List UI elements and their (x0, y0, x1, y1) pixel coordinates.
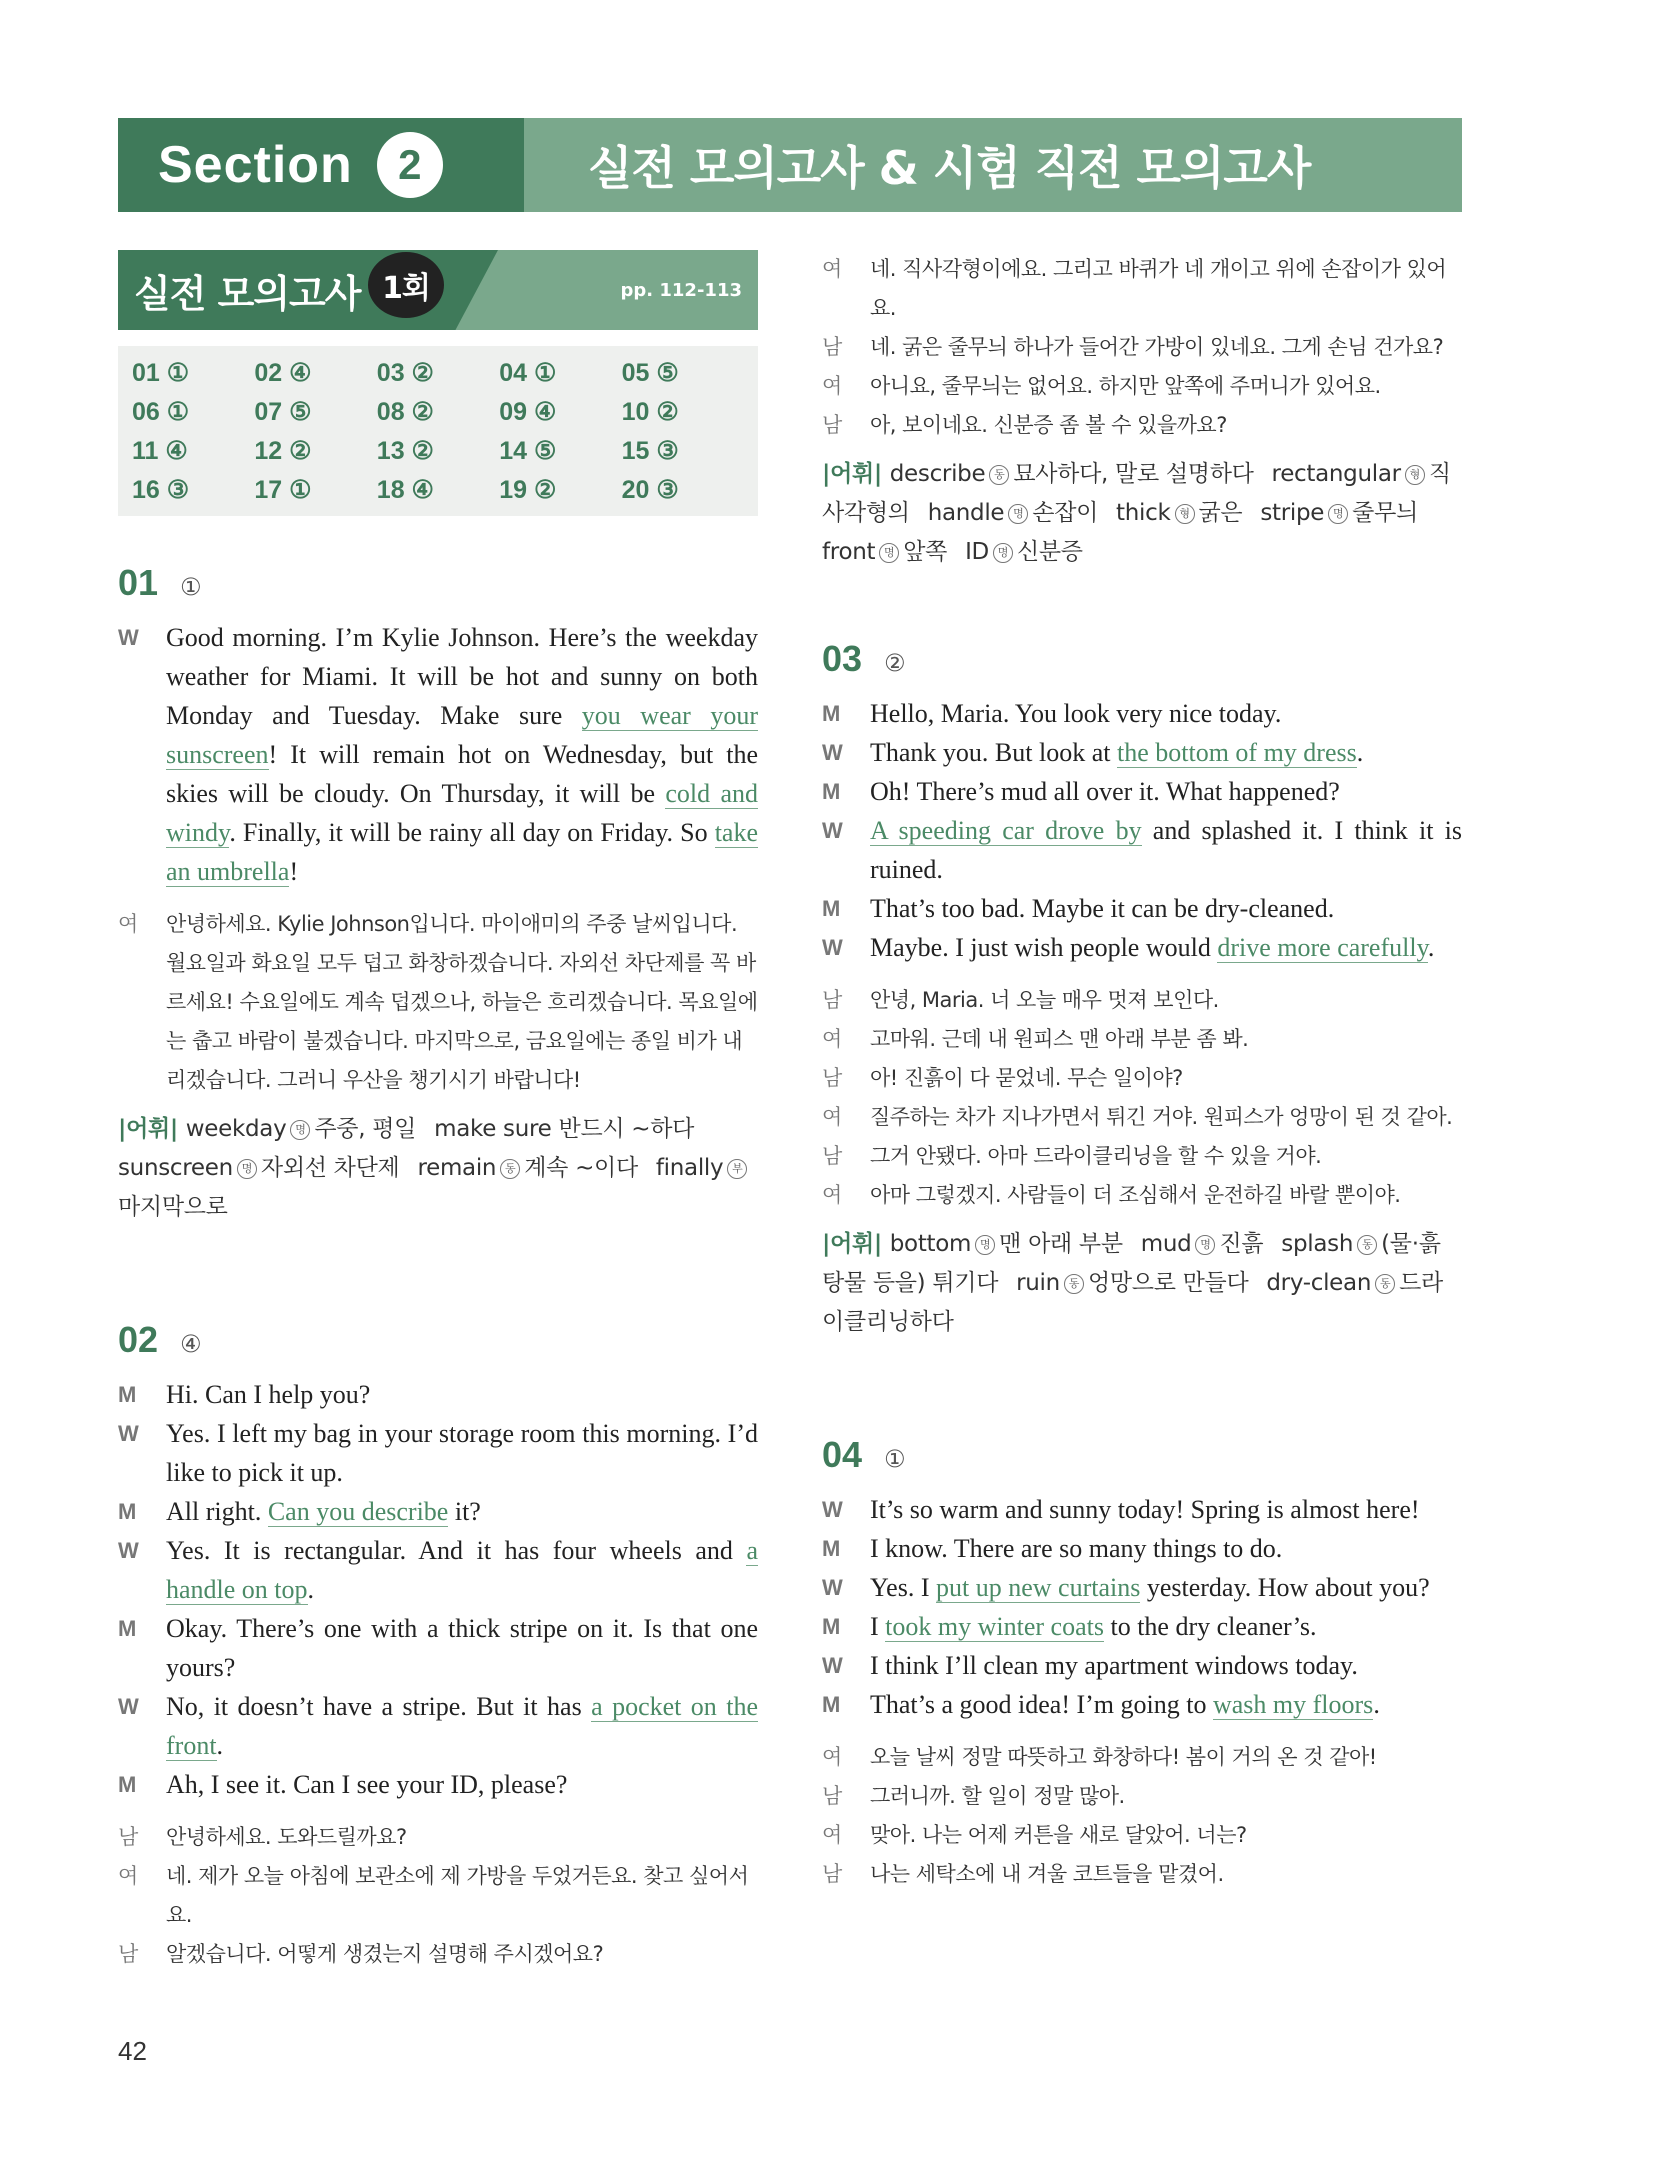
part-of-speech-badge: 부 (727, 1159, 747, 1179)
part-of-speech-badge: 동 (1357, 1235, 1377, 1255)
dialogue-text (870, 1646, 1462, 1685)
dialogue-text (870, 772, 1462, 811)
question-header (118, 1319, 758, 1361)
key-phrase: took my winter coats (885, 1612, 1104, 1641)
key-phrase: Can you describe (267, 1497, 449, 1526)
question-number: 03 (822, 638, 863, 679)
speaker-label: W (118, 1694, 139, 1719)
text-segment: That’s a good idea! I’m going to (870, 1690, 1213, 1719)
translation-line (822, 1855, 1462, 1894)
dialogue-line (822, 772, 1462, 811)
key-phrase: A speeding car drove by (870, 816, 1142, 845)
part-of-speech-badge: 명 (237, 1159, 257, 1179)
vocab-word: handle (927, 500, 1005, 526)
speaker-label: 남 (822, 335, 842, 359)
speaker-label: 여 (822, 1183, 842, 1207)
translation-line (822, 1777, 1462, 1816)
dialogue-line (822, 1607, 1462, 1646)
answer-cell: 18 ④ (376, 476, 434, 504)
translation-text: 알겠습니다. 어떻게 생겼는지 설명해 주시겠어요? (166, 1942, 604, 1966)
speaker-label: W (822, 935, 843, 960)
test-title-bar (118, 250, 758, 330)
speaker-label: 남 (822, 1144, 842, 1168)
vocab-meaning: 마지막으로 (118, 1194, 228, 1220)
translation-line (822, 1816, 1462, 1855)
vocab-meaning: 앞쪽 (903, 539, 948, 565)
speaker-label: W (822, 1653, 843, 1678)
dialogue-line (822, 1685, 1462, 1724)
translation-block (118, 1818, 758, 1974)
dialogue-line (822, 1529, 1462, 1568)
translation-text: 안녕, Maria. 너 오늘 매우 멋져 보인다. (870, 988, 1219, 1012)
translation-text: 네. 직사각형이에요. 그리고 바퀴가 네 개이고 위에 손잡이가 있어요. (870, 257, 1447, 320)
vocab-meaning: 직사각형의 (822, 461, 1451, 526)
answer-cell: 05 ⑤ (621, 359, 679, 387)
key-phrase: a pocket on the front (166, 1692, 758, 1760)
dialogue-line (822, 1490, 1462, 1529)
text-segment: Oh! There’s mud all over it. What happened? (870, 777, 1340, 806)
speaker-label: W (118, 1421, 139, 1446)
dialogue-text (166, 1687, 758, 1765)
answer-cell: 09 ④ (499, 398, 557, 426)
translation-line (118, 1818, 758, 1857)
answer-cell: 06 ① (132, 398, 190, 426)
vocab-item (1016, 1270, 1248, 1296)
translation-line (822, 1098, 1462, 1137)
vocab-word: weekday (185, 1116, 287, 1142)
translation-text: 네. 제가 오늘 아침에 보관소에 제 가방을 두었거든요. 찾고 싶어서요. (166, 1864, 749, 1927)
speaker-label: 여 (822, 374, 842, 398)
speaker-label: M (822, 779, 841, 804)
dialogue-line (822, 928, 1462, 967)
translation-text: 그거 안됐다. 아마 드라이클리닝을 할 수 있을 거야. (870, 1144, 1322, 1168)
vocab-meaning: 손잡이 (1032, 500, 1099, 526)
answer-cell: 12 ② (254, 437, 312, 465)
answer-cell: 10 ② (621, 398, 679, 426)
text-segment: Ah, I see it. Can I see your ID, please? (166, 1770, 568, 1799)
dialogue-line (118, 1531, 758, 1609)
text-segment: ! (289, 857, 299, 886)
text-segment: . Finally, it will be rainy all day on Friday. So (229, 818, 715, 847)
test-title: 실전 모의고사 (134, 271, 361, 316)
question-answer: ④ (180, 1330, 202, 1358)
speaker-label: M (822, 1692, 841, 1717)
translation-text: 맞아. 나는 어제 커튼을 새로 달았어. 너는? (870, 1823, 1247, 1847)
left-column (118, 250, 758, 1974)
dialogue-line (118, 1375, 758, 1414)
speaker-label: M (118, 1499, 137, 1524)
text-segment: Thank you. But look at (870, 738, 1117, 767)
vocabulary-block (118, 1110, 758, 1227)
speaker-label: 남 (118, 1942, 138, 1966)
speaker-label: W (118, 625, 139, 650)
translation-line (822, 981, 1462, 1020)
dialogue-text (870, 1607, 1462, 1646)
text-segment: and splashed it. I think it is ruined. (870, 816, 1463, 884)
translation-line (118, 905, 758, 1100)
key-phrase: drive more carefully (1217, 933, 1428, 962)
answer-cell: 07 ⑤ (254, 398, 312, 426)
round-badge: 1회 (368, 252, 444, 318)
answer-cell: 11 ④ (132, 437, 188, 465)
answer-cell: 03 ② (376, 359, 434, 387)
part-of-speech-badge: 명 (993, 543, 1013, 563)
question-answer: ① (180, 573, 202, 601)
text-segment: yesterday. How about you? (1140, 1573, 1430, 1602)
question-header (822, 1434, 1462, 1476)
dialogue-line (118, 1414, 758, 1492)
translation-line (822, 1059, 1462, 1098)
vocab-meaning: 드라이클리닝하다 (822, 1270, 1443, 1335)
dialogue-line (118, 1765, 758, 1804)
answer-cell: 01 ① (132, 359, 190, 387)
dialogue-line (118, 618, 758, 891)
vocab-item (1141, 1231, 1264, 1257)
dialogue-text (870, 1685, 1462, 1724)
vocab-word: rectangular (1271, 461, 1401, 487)
answer-cell: 13 ② (376, 437, 434, 465)
dialogue-text (870, 889, 1462, 928)
dialogue-text (166, 1609, 758, 1687)
dialogue-line (118, 1492, 758, 1531)
part-of-speech-badge: 동 (1375, 1274, 1395, 1294)
part-of-speech-badge: 명 (975, 1235, 995, 1255)
answer-cell: 15 ③ (621, 437, 679, 465)
vocab-meaning: 진흙 (1219, 1231, 1264, 1257)
vocab-meaning: 신분증 (1016, 539, 1083, 565)
answer-key-table (118, 346, 758, 516)
speaker-label: M (822, 1536, 841, 1561)
part-of-speech-badge: 명 (1008, 504, 1028, 524)
question-number: 04 (822, 1434, 863, 1475)
vocab-item (118, 1155, 399, 1181)
vocab-meaning: 반드시 ~하다 (558, 1116, 695, 1142)
translation-line (822, 406, 1462, 445)
key-phrase: you wear your sunscreen (166, 701, 758, 769)
speaker-label: 여 (822, 257, 842, 281)
translation-line (822, 328, 1462, 367)
dialogue-text (870, 694, 1462, 733)
vocab-word: front (822, 539, 876, 565)
text-segment: Hi. Can I help you? (166, 1380, 371, 1409)
text-segment: Hello, Maria. You look very nice today. (870, 699, 1282, 728)
speaker-label: 여 (822, 1745, 842, 1769)
vocab-word: finally (655, 1155, 724, 1181)
question-01 (118, 562, 758, 1227)
question-number: 02 (118, 1319, 159, 1360)
right-column (822, 250, 1462, 1894)
vocabulary-label: |어휘| (118, 1116, 186, 1142)
translation-text: 안녕하세요. Kylie Johnson입니다. 마이애미의 주중 날씨입니다. 월요일과 화요일 모두 덥고 화창하겠습니다. 자외선 차단제를 꼭 바르세요! 수요일에도 계속 덥겠으나, 하늘은 흐리겠습니다. 목요일에는 춥고 바람이 불겠습니다. 마지막으로, 금요일에는 종일 비가 내리겠습니다. 그러니 우산을 챙기시기 바랍니다! (166, 912, 758, 1092)
text-segment: Maybe. I just wish people would (870, 933, 1218, 962)
translation-text: 그러니까. 할 일이 정말 많아. (870, 1784, 1125, 1808)
translation-block (822, 981, 1462, 1215)
vocab-word: make sure (434, 1116, 552, 1142)
dialogue-text (870, 1568, 1462, 1607)
answer-cell: 16 ③ (132, 476, 190, 504)
vocab-word: sunscreen (118, 1155, 233, 1181)
translation-text: 네. 굵은 줄무늬 하나가 들어간 가방이 있네요. 그게 손님 건가요? (870, 335, 1444, 359)
dialogue-line (822, 694, 1462, 733)
vocabulary-block (822, 1225, 1462, 1342)
vocab-meaning: 묘사하다, 말로 설명하다 (1013, 461, 1254, 487)
text-segment: All right. (166, 1497, 268, 1526)
speaker-label: M (822, 1614, 841, 1639)
dialogue-text (870, 1490, 1462, 1529)
translation-line (822, 1738, 1462, 1777)
vocab-meaning: 굵은 (1198, 500, 1243, 526)
speaker-label: W (822, 818, 843, 843)
translation-block (822, 1738, 1462, 1894)
speaker-label: M (118, 1382, 137, 1407)
part-of-speech-badge: 동 (500, 1159, 520, 1179)
key-phrase: a handle on top (166, 1536, 758, 1604)
translation-line (822, 250, 1462, 328)
speaker-label: 여 (118, 1864, 138, 1888)
vocab-meaning: 줄무늬 (1352, 500, 1418, 526)
answer-cell: 19 ② (499, 476, 557, 504)
vocab-item (890, 1231, 1123, 1257)
vocab-word: splash (1281, 1231, 1354, 1257)
dialogue-text (166, 1375, 758, 1414)
translation-line (822, 1176, 1462, 1215)
speaker-label: 여 (822, 1823, 842, 1847)
vocab-item (434, 1116, 694, 1142)
speaker-label: W (822, 740, 843, 765)
translation-block (118, 905, 758, 1100)
dialogue-text (166, 1531, 758, 1609)
dialogue-line (822, 1568, 1462, 1607)
text-segment: Good morning. I’m Kylie Johnson. Here’s the weekday weather for Miami. It will be hot and sunny on both Monday and Tuesday. Make sure (166, 623, 758, 730)
question-header (118, 562, 758, 604)
translation-line (118, 1935, 758, 1974)
part-of-speech-badge: 동 (1064, 1274, 1084, 1294)
page-number: 42 (118, 2036, 147, 2066)
question-answer: ② (884, 649, 906, 677)
translation-text: 고마워. 근데 내 원피스 맨 아래 부분 좀 봐. (870, 1027, 1249, 1051)
text-segment: it? (448, 1497, 481, 1526)
dialogue-text (870, 1529, 1462, 1568)
text-segment: . (307, 1575, 315, 1604)
translation-line (118, 1857, 758, 1935)
text-segment: . (1427, 933, 1435, 962)
answer-cell: 04 ① (499, 359, 557, 387)
dialogue-text (870, 928, 1462, 967)
vocab-item (1116, 500, 1242, 526)
speaker-label: W (118, 1538, 139, 1563)
question-03 (822, 638, 1462, 1342)
text-segment: . (1356, 738, 1364, 767)
dialogue-line (822, 889, 1462, 928)
vocab-item (417, 1155, 637, 1181)
dialogue-text (870, 733, 1462, 772)
vocab-word: remain (417, 1155, 497, 1181)
translation-text: 아, 보이네요. 신분증 좀 볼 수 있을까요? (870, 413, 1227, 437)
section-number-badge: 2 (377, 132, 443, 198)
dialogue-line (118, 1609, 758, 1687)
vocab-word: mud (1140, 1231, 1192, 1257)
text-segment: That’s too bad. Maybe it can be dry-cleaned. (870, 894, 1335, 923)
part-of-speech-badge: 명 (1195, 1235, 1215, 1255)
answer-cell: 02 ④ (254, 359, 312, 387)
text-segment: . (1373, 1690, 1380, 1719)
text-segment: Yes. I (870, 1573, 936, 1602)
speaker-label: 남 (118, 1825, 138, 1849)
answer-cell: 08 ② (376, 398, 434, 426)
speaker-label: M (822, 701, 841, 726)
translation-text: 오늘 날씨 정말 따뜻하고 화창하다! 봄이 거의 온 것 같아! (870, 1745, 1377, 1769)
question-02 (118, 1319, 758, 1974)
vocab-word: stripe (1260, 500, 1325, 526)
dialogue-text (166, 618, 758, 891)
vocab-item (186, 1116, 416, 1142)
dialogue-line (118, 1687, 758, 1765)
vocab-meaning: 맨 아래 부분 (999, 1231, 1123, 1257)
speaker-label: W (822, 1497, 843, 1522)
vocab-item (965, 539, 1083, 565)
text-segment: I know. There are so many things to do. (870, 1534, 1283, 1563)
speaker-label: 여 (822, 1027, 842, 1051)
vocab-item (890, 461, 1254, 487)
translation-line (822, 1137, 1462, 1176)
translation-text: 안녕하세요. 도와드릴까요? (166, 1825, 407, 1849)
speaker-label: 여 (118, 912, 138, 936)
speaker-label: 남 (822, 1784, 842, 1808)
vocab-item (1260, 500, 1418, 526)
speaker-label: W (822, 1575, 843, 1600)
key-phrase: put up new curtains (936, 1573, 1141, 1602)
page-range: pp. 112-113 (620, 280, 742, 301)
key-phrase: the bottom of my dress (1116, 738, 1357, 767)
answer-cell: 14 ⑤ (499, 437, 557, 465)
question-header (822, 638, 1462, 680)
vocab-word: bottom (889, 1231, 972, 1257)
vocab-word: dry-clean (1266, 1270, 1372, 1296)
section-banner (118, 118, 1462, 212)
vocab-word: describe (889, 461, 986, 487)
question-answer: ① (884, 1445, 906, 1473)
vocabulary-label: |어휘| (822, 1231, 890, 1257)
speaker-label: M (822, 896, 841, 921)
speaker-label: M (118, 1772, 137, 1797)
question-02-continued (822, 250, 1462, 572)
vocab-word: ruin (1016, 1270, 1060, 1296)
text-segment: Okay. There’s one with a thick stripe on it. Is that one yours? (166, 1614, 758, 1682)
part-of-speech-badge: 명 (1328, 504, 1348, 524)
vocab-meaning: 엉망으로 만들다 (1087, 1270, 1249, 1296)
text-segment: to the dry cleaner’s. (1103, 1612, 1317, 1641)
vocab-word: ID (965, 539, 989, 565)
speaker-label: 남 (822, 988, 842, 1012)
speaker-label: M (118, 1616, 137, 1641)
part-of-speech-badge: 명 (290, 1120, 310, 1140)
dialogue-text (166, 1492, 758, 1531)
key-phrase: take an umbrella (166, 818, 758, 886)
text-segment: It’s so warm and sunny today! Spring is almost here! (870, 1495, 1420, 1524)
translation-line (822, 1020, 1462, 1059)
dialogue-line (822, 811, 1462, 889)
dialogue-text (166, 1765, 758, 1804)
text-segment: . (216, 1731, 224, 1760)
text-segment: ! It will remain hot on Wednesday, but the skies will be cloudy. On Thursday, it will be (166, 740, 758, 808)
text-segment: I (870, 1612, 886, 1641)
question-04 (822, 1434, 1462, 1894)
answer-cell: 17 ① (254, 476, 312, 504)
question-number: 01 (118, 562, 159, 603)
section-word: Section (158, 136, 353, 194)
translation-text: 질주하는 차가 지나가면서 튀긴 거야. 원피스가 엉망이 된 것 같아. (870, 1105, 1453, 1129)
vocab-meaning: 주중, 평일 (314, 1116, 417, 1142)
section-label (118, 118, 524, 212)
speaker-label: 남 (822, 413, 842, 437)
part-of-speech-badge: 형 (1175, 504, 1195, 524)
translation-line (822, 367, 1462, 406)
vocab-word: thick (1116, 500, 1171, 526)
dialogue-text (166, 1414, 758, 1492)
translation-text: 아! 진흙이 다 묻었네. 무슨 일이야? (870, 1066, 1183, 1090)
part-of-speech-badge: 형 (1405, 465, 1425, 485)
key-phrase: wash my floors (1212, 1690, 1374, 1719)
vocab-meaning: (물·흙탕물 등을) 튀기다 (822, 1231, 1441, 1296)
dialogue-line (822, 733, 1462, 772)
dialogue-line (822, 1646, 1462, 1685)
text-segment: I think I’ll clean my apartment windows today. (870, 1651, 1358, 1680)
key-phrase: cold and windy (166, 779, 758, 847)
section-title: 실전 모의고사 & 시험 직전 모의고사 (588, 141, 1311, 195)
part-of-speech-badge: 동 (989, 465, 1009, 485)
translation-text: 아니요, 줄무늬는 없어요. 하지만 앞쪽에 주머니가 있어요. (870, 374, 1381, 398)
text-segment: No, it doesn’t have a stripe. But it has (166, 1692, 592, 1721)
vocabulary-block (822, 455, 1462, 572)
text-segment: Yes. It is rectangular. And it has four wheels and (166, 1536, 747, 1565)
translation-block (822, 250, 1462, 445)
speaker-label: 여 (822, 1105, 842, 1129)
translation-text: 나는 세탁소에 내 겨울 코트들을 맡겼어. (870, 1862, 1224, 1886)
vocab-item (928, 500, 1098, 526)
text-segment: Yes. I left my bag in your storage room this morning. I’d like to pick it up. (166, 1419, 758, 1487)
part-of-speech-badge: 명 (879, 543, 899, 563)
translation-text: 아마 그렇겠지. 사람들이 더 조심해서 운전하길 바랄 뿐이야. (870, 1183, 1401, 1207)
speaker-label: 남 (822, 1066, 842, 1090)
dialogue-text (870, 811, 1462, 889)
speaker-label: 남 (822, 1862, 842, 1886)
vocab-meaning: 계속 ~이다 (524, 1155, 638, 1181)
section-title-bar (524, 118, 1462, 212)
vocab-meaning: 자외선 차단제 (260, 1155, 400, 1181)
vocab-item (822, 539, 947, 565)
answer-cell: 20 ③ (621, 476, 679, 504)
vocabulary-label: |어휘| (822, 461, 890, 487)
